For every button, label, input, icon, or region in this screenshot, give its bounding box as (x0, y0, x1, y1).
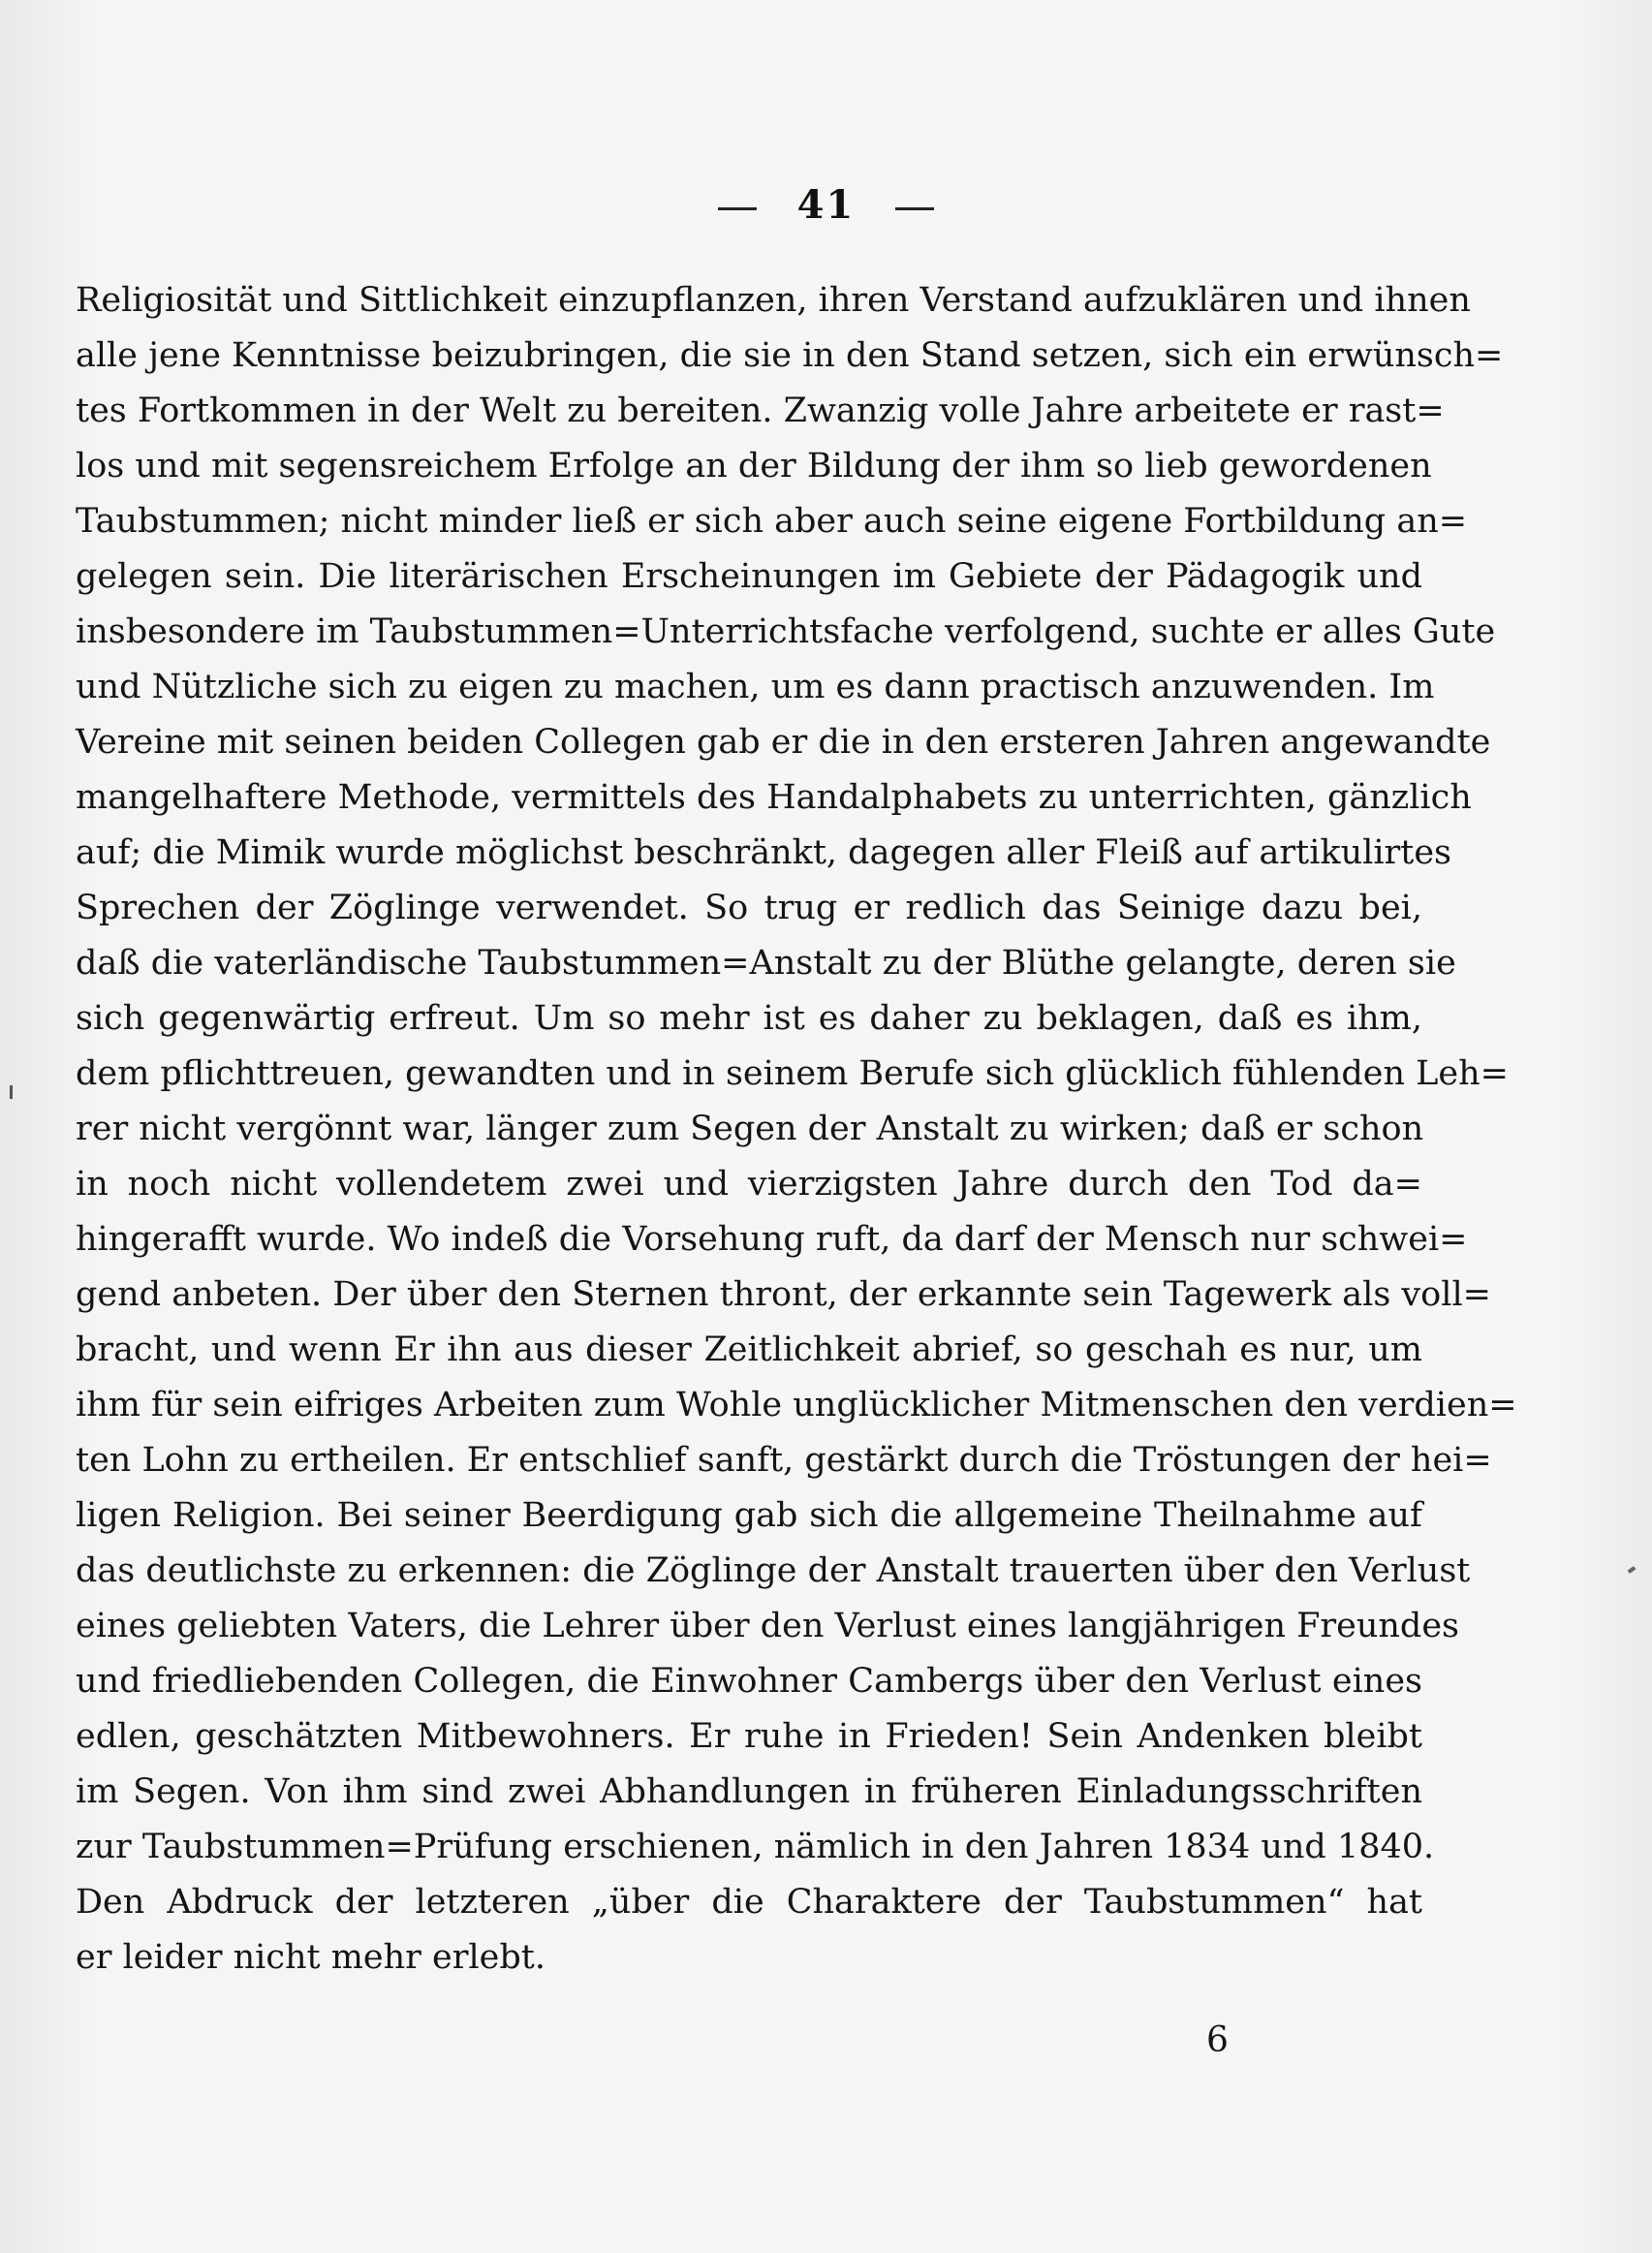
text-line: edlen, geschätzten Mitbewohners. Er ruhe in Frieden! Sein Andenken bleibt (76, 1717, 1422, 1756)
text-line: zur Taubstummen=Prüfung erschienen, nämlich in den Jahren 1834 und 1840. (76, 1828, 1435, 1866)
body-text (76, 273, 1517, 1986)
text-line: eines geliebten Vaters, die Lehrer über den Verlust eines langjährigen Freundes (76, 1607, 1460, 1645)
text-line: in noch nicht vollendetem zwei und vierzigsten Jahre durch den Tod da= (76, 1165, 1422, 1204)
text-line: tes Fortkommen in der Welt zu bereiten. Zwanzig volle Jahre arbeitete er rast= (76, 391, 1445, 430)
text-line: Sprechen der Zöglinge verwendet. So trug er redlich das Seinige dazu bei, (76, 889, 1422, 927)
text-line: gelegen sein. Die literärischen Erscheinungen im Gebiete der Pädagogik und (76, 557, 1422, 596)
scan-speck (10, 1085, 13, 1099)
text-line: hingerafft wurde. Wo indeß die Vorsehung ruft, da darf der Mensch nur schwei= (76, 1220, 1468, 1259)
text-line: und Nützliche sich zu eigen zu machen, um es dann practisch anzuwenden. Im (76, 668, 1435, 706)
text-line: daß die vaterländische Taubstummen=Anstalt zu der Blüthe gelangte, deren sie (76, 944, 1456, 983)
header-dash-left (718, 207, 757, 210)
signature-mark: 6 (1206, 2020, 1229, 2060)
text-line: alle jene Kenntnisse beizubringen, die sie in den Stand setzen, sich ein erwünsch= (76, 336, 1504, 375)
text-line: Vereine mit seinen beiden Collegen gab er die in den ersteren Jahren angewandte (76, 723, 1491, 762)
text-line: bracht, und wenn Er ihn aus dieser Zeitlichkeit abrief, so geschah es nur, um (76, 1330, 1422, 1369)
text-line: rer nicht vergönnt war, länger zum Segen der Anstalt zu wirken; daß er schon (76, 1110, 1424, 1148)
text-line: ten Lohn zu ertheilen. Er entschlief sanft, gestärkt durch die Tröstungen der hei= (76, 1441, 1492, 1480)
text-line: ihm für sein eifriges Arbeiten zum Wohle unglücklicher Mitmenschen den verdien= (76, 1386, 1517, 1424)
page-number: 41 (796, 182, 856, 228)
text-line: ligen Religion. Bei seiner Beerdigung gab sich die allgemeine Theilnahme auf (76, 1496, 1422, 1535)
header-dash-right (895, 207, 934, 210)
scan-speck (1628, 1566, 1636, 1574)
text-line: Religiosität und Sittlichkeit einzupflanzen, ihren Verstand aufzuklären und ihnen (76, 281, 1471, 320)
text-line: im Segen. Von ihm sind zwei Abhandlungen in früheren Einladungsschriften (76, 1772, 1422, 1811)
text-line: und friedliebenden Collegen, die Einwohner Cambergs über den Verlust eines (76, 1662, 1422, 1701)
text-line: Taubstummen; nicht minder ließ er sich aber auch seine eigene Fortbildung an= (76, 502, 1468, 541)
text-line: mangelhaftere Methode, vermittels des Handalphabets zu unterrichten, gänzlich (76, 778, 1472, 817)
text-line: los und mit segensreichem Erfolge an der Bildung der ihm so lieb gewordenen (76, 447, 1432, 485)
text-line: sich gegenwärtig erfreut. Um so mehr ist es daher zu beklagen, daß es ihm, (76, 999, 1422, 1038)
text-line: Den Abdruck der letzteren „über die Charaktere der Taubstummen“ hat (76, 1883, 1422, 1922)
text-line: er leider nicht mehr erlebt. (76, 1938, 545, 1977)
text-line: dem pflichttreuen, gewandten und in seinem Berufe sich glücklich fühlenden Leh= (76, 1054, 1510, 1093)
text-line: insbesondere im Taubstummen=Unterrichtsfache verfolgend, suchte er alles Gute (76, 612, 1496, 651)
text-line: das deutlichste zu erkennen: die Zöglinge der Anstalt trauerten über den Verlust (76, 1551, 1471, 1590)
page-header (0, 182, 1652, 228)
text-line: gend anbeten. Der über den Sternen thront, der erkannte sein Tagewerk als voll= (76, 1275, 1491, 1314)
text-line: auf; die Mimik wurde möglichst beschränkt, dagegen aller Fleiß auf artikulirtes (76, 833, 1452, 872)
